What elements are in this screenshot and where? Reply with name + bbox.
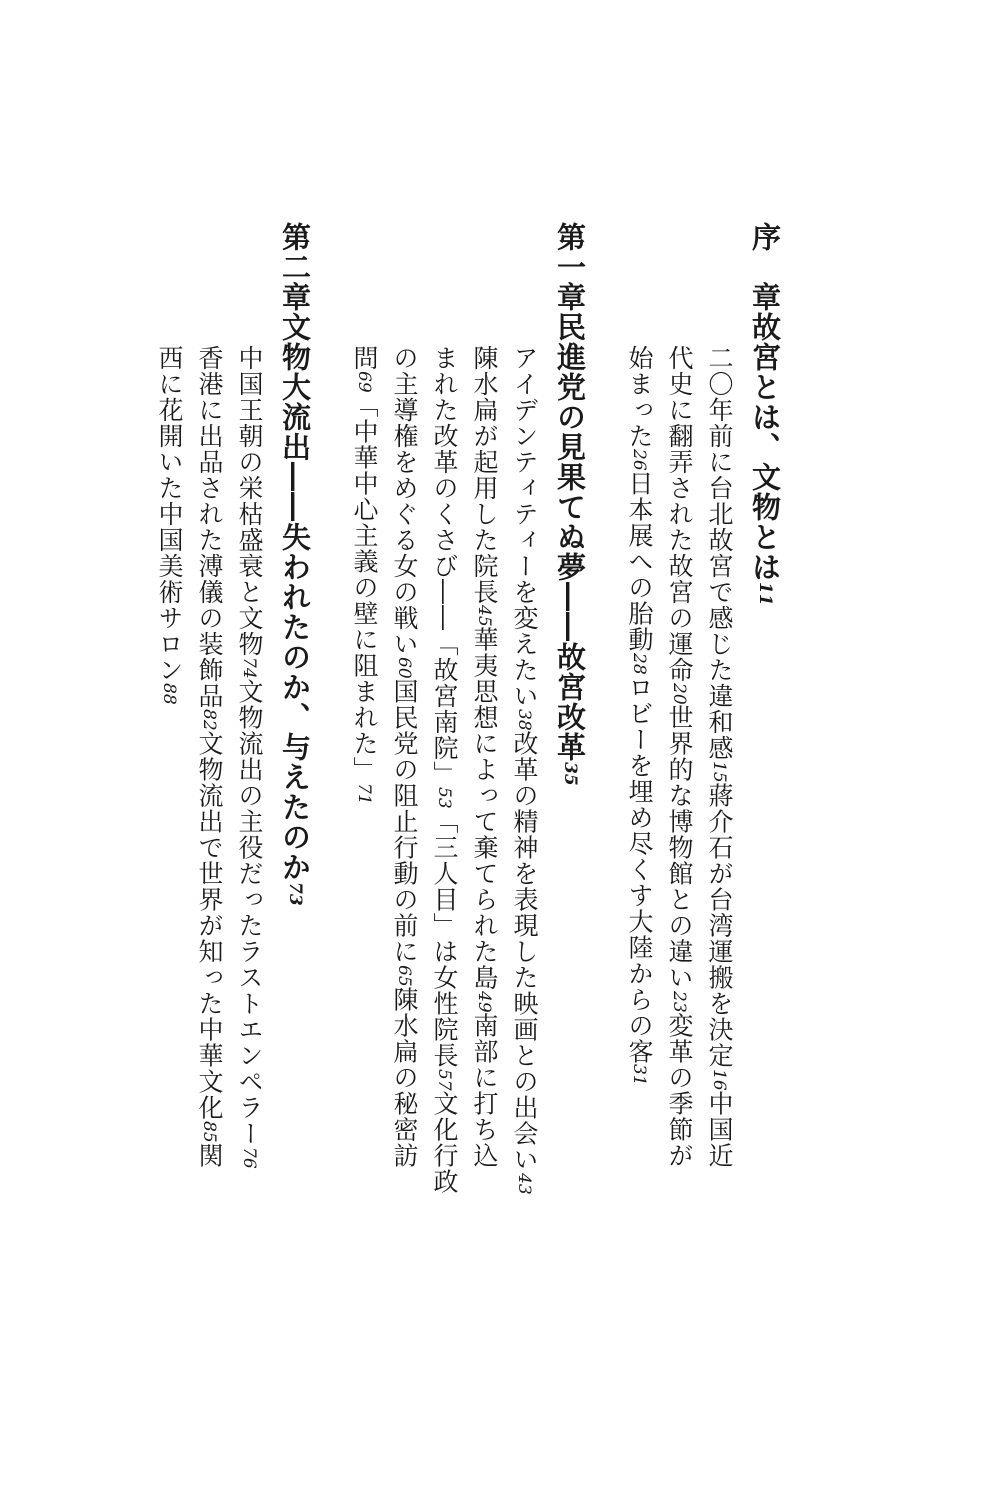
page-number: 28 xyxy=(629,652,649,675)
page-number: 74 xyxy=(239,657,259,679)
entry-text: 文物流出の主役だったラストエンペラー xyxy=(235,678,264,1147)
entry-text: 国民党の阻止行動の前に xyxy=(390,678,419,965)
page-number: 69 xyxy=(354,371,374,393)
page-number: 20 xyxy=(669,683,689,705)
entry-text: 華夷思想によって棄てられた島 xyxy=(470,626,499,991)
page-number: 73 xyxy=(285,882,305,906)
entry-text: 代史に翻弄された故宮の運命 xyxy=(665,345,694,683)
toc-line xyxy=(512,345,537,1194)
page-number: 26 xyxy=(629,449,649,471)
toc-line xyxy=(627,345,652,1086)
entry-text: 世界的な博物館との違い xyxy=(665,704,694,991)
toc-line xyxy=(237,345,262,1168)
page-number: 43 xyxy=(514,1172,534,1195)
entry-text: 改革の精神を表現した映画との出会い xyxy=(510,730,539,1173)
page-number: 65 xyxy=(394,964,414,987)
page-number: 15 xyxy=(709,761,729,783)
page-number: 35 xyxy=(560,762,580,786)
entry-text: 始まった xyxy=(625,345,654,449)
entry-text: 関 xyxy=(195,1142,224,1169)
entry-text: 日本展への胎動 xyxy=(625,470,654,653)
page-number: 38 xyxy=(514,709,534,731)
page-number: 23 xyxy=(669,990,689,1013)
entry-text: 「三人目」は女性院長 xyxy=(430,808,459,1069)
toc-heading-chapter-2 xyxy=(278,222,312,906)
entry-text: 変革の季節が xyxy=(665,1012,694,1169)
entry-text: 二〇年前に台北故宮で感じた違和感 xyxy=(705,345,734,761)
entry-text: 文化行政 xyxy=(430,1090,459,1195)
chapter-title: 文物大流出――失われたのか、与えたのか xyxy=(278,312,312,882)
entry-text: の主導権をめぐる女の戦い xyxy=(390,345,419,657)
page-number: 60 xyxy=(394,657,414,679)
toc-line xyxy=(707,345,732,1168)
entry-text: 香港に出品された溥儀の装飾品 xyxy=(195,345,224,709)
toc-line xyxy=(432,345,457,1194)
toc-line xyxy=(667,345,692,1168)
toc-line xyxy=(472,345,497,1168)
entry-text: 中国王朝の栄枯盛衰と文物 xyxy=(235,345,264,657)
entry-text: 西に花開いた中国美術サロン xyxy=(155,345,184,683)
chapter-label: 第二章 xyxy=(278,222,312,312)
entry-text: 南部に打ち込 xyxy=(470,1012,499,1169)
entry-text: 中国近 xyxy=(705,1090,734,1169)
page-number: 11 xyxy=(755,582,775,606)
toc-line xyxy=(197,345,222,1168)
entry-text: ロビーを埋め尽くす大陸からの客 xyxy=(625,674,654,1065)
page-number: 31 xyxy=(629,1064,649,1086)
page-number: 85 xyxy=(199,1120,219,1143)
chapter-label: 序 章 xyxy=(748,222,782,312)
toc-line xyxy=(352,345,377,804)
chapter-title: 故宮とは、文物とは xyxy=(748,312,782,582)
chapter-label: 第一章 xyxy=(553,222,587,312)
chapter-title: 民進党の見果てぬ夢――故宮改革 xyxy=(553,312,587,762)
page-number: 82 xyxy=(199,709,219,731)
entry-text: 陳水扁の秘密訪 xyxy=(390,986,419,1169)
page-number: 76 xyxy=(239,1146,259,1169)
entry-text: 陳水扁が起用した院長 xyxy=(470,345,499,605)
toc-heading-prologue xyxy=(748,222,782,606)
toc-line xyxy=(392,345,417,1168)
page-number: 49 xyxy=(474,990,494,1013)
toc-heading-chapter-1 xyxy=(553,222,587,786)
page-number: 16 xyxy=(709,1068,729,1091)
page-number: 53 xyxy=(434,787,454,809)
page-number: 88 xyxy=(159,683,179,705)
page-number: 71 xyxy=(354,782,374,805)
entry-text: 問 xyxy=(350,345,379,371)
entry-text: アイデンティティーを変えたい xyxy=(510,345,539,709)
entry-text: まれた改革のくさび――「故宮南院」 xyxy=(430,345,459,787)
entry-text: 蔣介石が台湾運搬を決定 xyxy=(705,782,734,1069)
entry-text: 「中華中心主義の壁に阻まれた」 xyxy=(350,392,379,783)
page-number: 45 xyxy=(474,605,494,627)
entry-text: 文物流出で世界が知った中華文化 xyxy=(195,730,224,1121)
page-number: 57 xyxy=(434,1068,454,1091)
toc-line xyxy=(157,345,182,705)
